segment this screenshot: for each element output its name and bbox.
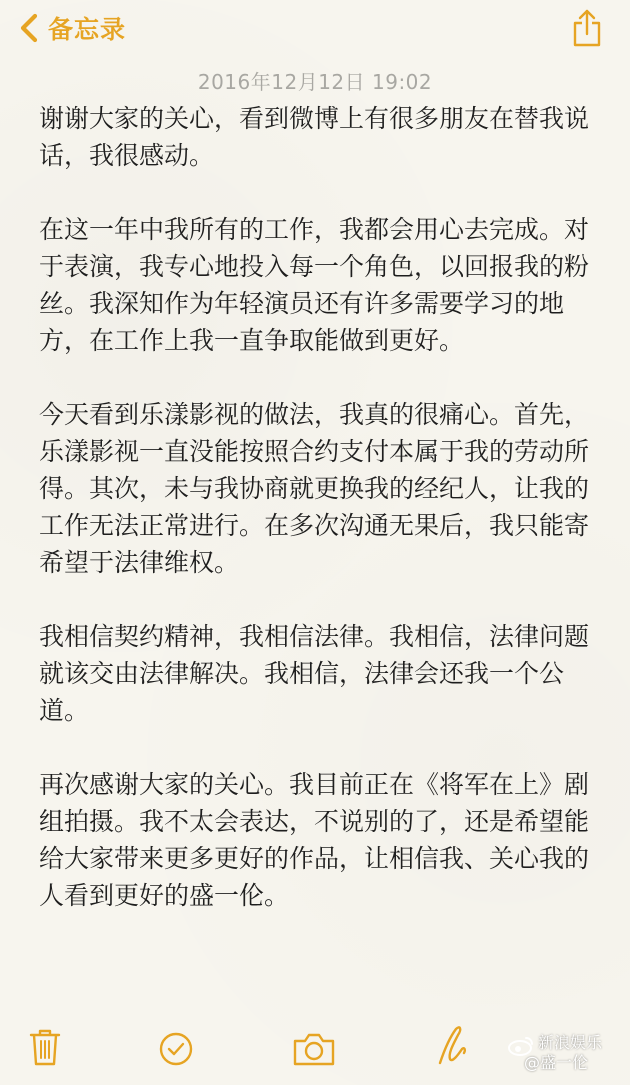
note-paragraph: 谢谢大家的关心，看到微博上有很多朋友在替我说话，我很感动。	[39, 104, 590, 170]
trash-icon	[28, 1027, 62, 1067]
sketch-icon	[436, 1023, 470, 1067]
note-timestamp: 2016年12月12日 19:02	[197, 70, 433, 94]
note-paragraph: 我相信契约精神，我相信法律。我相信，法律问题就该交由法律解决。我相信，法律会还我一个公道。	[39, 622, 590, 725]
delete-button[interactable]	[28, 1027, 62, 1071]
checklist-button[interactable]	[158, 1029, 194, 1071]
watermark-source: 新浪娱乐	[538, 1033, 603, 1052]
note-body[interactable]	[39, 100, 599, 914]
camera-icon	[292, 1031, 336, 1067]
back-button[interactable]	[18, 10, 126, 46]
chevron-left-icon	[18, 13, 40, 43]
navigation-bar	[0, 0, 630, 58]
share-button[interactable]	[570, 8, 604, 48]
back-button-label: 备忘录	[48, 15, 127, 44]
share-icon	[570, 8, 604, 48]
note-paragraph: 在这一年中我所有的工作，我都会用心去完成。对于表演，我专心地投入每一个角色，以回报我的粉丝。我深知作为年轻演员还有许多需要学习的地方，在工作上我一直争取能做到更好。	[39, 215, 590, 355]
sketch-button[interactable]	[436, 1023, 470, 1071]
watermark	[502, 1027, 622, 1079]
note-paragraph: 今天看到乐漾影视的做法，我真的很痛心。首先，乐漾影视一直没能按照合约支付本属于我的劳动所得。其次，未与我协商就更换我的经纪人，让我的工作无法正常进行。在多次沟通无果后，我只能寄希望于法律维权。	[39, 400, 590, 577]
note-paragraph: 再次感谢大家的关心。我目前正在《将军在上》剧组拍摄。我不太会表达，不说别的了，还是希望能给大家带来更多更好的作品，让相信我、关心我的人看到更好的盛一伦。	[39, 770, 590, 910]
camera-button[interactable]	[292, 1031, 336, 1071]
checklist-icon	[158, 1029, 194, 1067]
watermark-author: @盛一伦	[524, 1053, 589, 1072]
